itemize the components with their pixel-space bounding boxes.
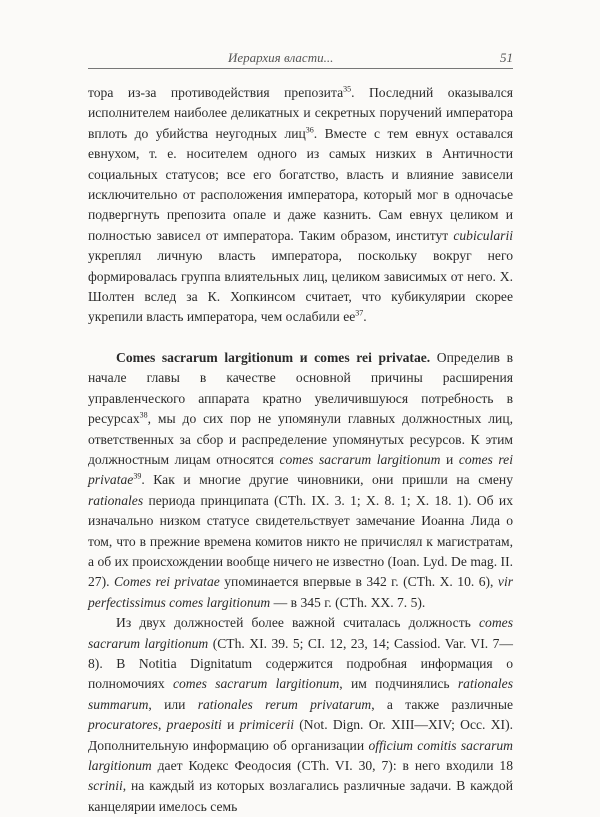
- text-run: и: [440, 451, 459, 467]
- paragraph-2: [88, 348, 513, 613]
- text-run: Из двух должностей более важной считалась должность: [116, 615, 480, 631]
- text-run: . Вместе с тем евнух оставался евнухом, т. е. носителем одного из самых низких в Античности социальных статусов; все его богатство, власть и влияние зависели исключительно от расположения императора, который мог в одночасье подвергнуть препозита опале и даже казнить. Сам евнух целиком и полностью зависел от императора. Таким образом, институт: [88, 125, 513, 243]
- text-run: (CTh. XI. 39. 5; CI. 12, 23, 14; Cassiod. Var. VI. 7—8). В Notitia Dignitatum содержится подробная информация о полномочиях: [88, 635, 513, 692]
- text-run: тора из-за противодействия препозита: [88, 85, 344, 100]
- text-run: , а также различные: [371, 696, 514, 712]
- text-run: укреплял личную власть императора, поскольку вокруг него формировалась группа влиятельных лиц, целиком зависимых от него. Х. Шолтен вслед за К. Хопкинсом считает, что кубикулярии скорее укрепили власть императора, чем ослабили ее: [88, 248, 513, 325]
- text-run: . Последний оказывался исполнителем наиболее деликатных и секретных поручений императора вплоть до убийства неугодных лиц: [88, 85, 513, 141]
- latin-term: comes sacrarum largitionum: [88, 615, 513, 651]
- text-run: ,: [157, 717, 167, 733]
- text-run: периода принципата (CTh. IX. 3. 1; X. 8. 1; X. 18. 1). Об их изначально низком статусе свидетельствует замечание Иоанна Лида о том, что в прежние времена комитов никто не причислял к магистратам, а об их происхождении вообще ничего не известно (Ioan. Lyd. De mag. II. 27).: [88, 492, 513, 590]
- paragraph-3: [88, 613, 513, 817]
- running-head-title: Иерархия власти...: [228, 50, 334, 65]
- text-run: .: [363, 309, 367, 325]
- text-run: (Not. Dign. Or. XIII—XIV; Occ. XI). Дополнительную информацию об организации: [88, 717, 513, 753]
- footnote-ref: 35: [343, 84, 352, 94]
- latin-term: rationales summarum: [88, 676, 514, 712]
- latin-term: vir perfectissimus comes largitionum: [88, 574, 514, 610]
- running-header: [88, 46, 513, 69]
- footnote-ref: 37: [355, 308, 364, 318]
- footnote-ref: 36: [305, 125, 314, 135]
- latin-term: rationales rerum privatarum: [197, 696, 372, 712]
- body-text: [88, 83, 513, 817]
- footnote-ref: 39: [133, 471, 142, 481]
- text-run: , или: [148, 696, 198, 712]
- text-run: . Как и многие другие чиновники, они пришли на смену: [141, 472, 513, 488]
- paragraph-1: [88, 83, 513, 328]
- text-run: — в 345 г. (CTh. XX. 7. 5).: [270, 594, 426, 610]
- latin-term: cubicularii: [453, 227, 513, 243]
- text-run: и: [221, 717, 240, 733]
- latin-term: rationales: [88, 492, 144, 508]
- footnote-ref: 38: [139, 410, 148, 420]
- latin-term: praepositi: [166, 717, 222, 733]
- latin-term: scrinii: [88, 778, 123, 794]
- latin-term: procuratores: [88, 717, 158, 733]
- text-run: , на каждый из которых возлагались различные задачи. В каждой канцелярии имелось семь: [88, 778, 513, 814]
- section-run-in-heading: Comes sacrarum largitionum и comes rei privatae.: [116, 349, 431, 365]
- text-run: Определив в начале главы в качестве основной причины расширения управленческого аппарата кратно увеличившуюся потребность в ресурсах: [88, 349, 514, 427]
- text-run: дает Кодекс Феодосия (CTh. VI. 30, 7): в него входили 18: [151, 758, 513, 773]
- text-run: , мы до сих пор не упомянули главных должностных лиц, ответственных за сбор и распределение упомянутых ресурсов. К этим должностным лицам относятся: [88, 411, 513, 467]
- text-run: , им подчинялись: [339, 676, 458, 692]
- latin-term: comes rei privatae: [88, 451, 513, 488]
- latin-term: Comes rei privatae: [113, 574, 220, 590]
- text-run: упоминается впервые в 342 г. (CTh. X. 10. 6),: [219, 574, 498, 590]
- latin-term: primicerii: [239, 717, 294, 733]
- page-number: 51: [500, 50, 513, 65]
- latin-term: officium comitis sacrarum largitionum: [88, 737, 513, 773]
- latin-term: comes sacrarum largitionum: [172, 676, 340, 692]
- latin-term: comes sacrarum largitionum: [279, 451, 441, 467]
